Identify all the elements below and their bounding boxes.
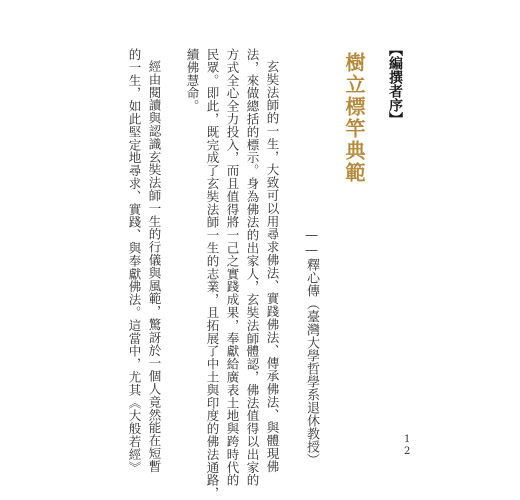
page-number-digit: 2: [404, 446, 411, 457]
body-text-line: 玄奘法師的一生，大致可以用尋求佛法、實踐佛法、傳承佛法、與體現佛: [265, 60, 280, 473]
page-number: [404, 434, 410, 458]
body-text-line: 經由閱讀與認識玄奘法師一生的行儀與風範，驚訝於一個人竟然能在短暫: [147, 60, 162, 473]
body-text-line: 續佛慧命。: [185, 48, 200, 113]
body-text-line: 法，來做總括的標示。身為佛法的出家人，玄奘法師體認，佛法值得以出家的: [245, 48, 260, 487]
body-text-line: 的一生，如此堅定地尋求、實踐、與奉獻佛法。這當中，尤其《大般若經》: [127, 48, 142, 474]
page-number-digit: 1: [404, 434, 411, 445]
body-text-line: 方式全心全力投入，而且值得將一己之實踐成果，奉獻給廣表土地與跨時代的: [225, 48, 240, 487]
body-text-line: 民眾。即此，既完成了玄奘法師一生的志業，且拓展了中土與印度的佛法通路，: [205, 48, 220, 500]
author-byline: ——釋心傳（臺灣大學哲學系退休教授）: [304, 228, 319, 466]
section-label: 【編撰者序】: [387, 42, 403, 126]
page-number-text: [404, 434, 410, 458]
page-title: 樹立標竿典範: [342, 52, 366, 184]
